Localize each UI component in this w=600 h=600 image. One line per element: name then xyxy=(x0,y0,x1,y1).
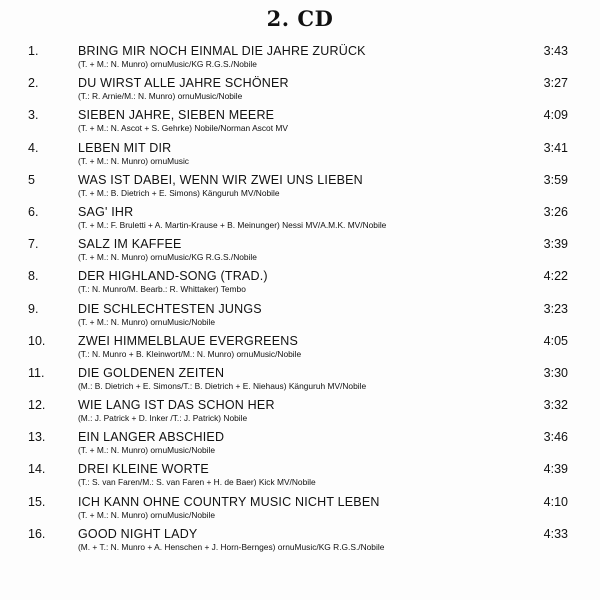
track-row xyxy=(0,302,600,334)
track-title: EIN LANGER ABSCHIED xyxy=(78,430,225,445)
track-number: 8. xyxy=(28,269,39,284)
track-credits: (M.: B. Dietrich + E. Simons/T.: B. Dietrich + E. Niehaus) Känguruh MV/Nobile xyxy=(78,380,367,391)
track-title: ICH KANN OHNE COUNTRY MUSIC NICHT LEBEN xyxy=(78,494,380,509)
track-credits: (T. + M.: N. Munro) ornuMusic/KG R.G.S./Nobile xyxy=(78,59,257,69)
track-credits: (T. + M.: N. Munro) ornuMusic/Nobile xyxy=(78,316,216,327)
track-credits: (M.: J. Patrick + D. Inker /T.: J. Patrick) Nobile xyxy=(78,413,248,424)
track-number: 5 xyxy=(28,172,35,187)
track-credits: (T. + M.: N. Munro) ornuMusic/Nobile xyxy=(78,445,216,456)
track-credits: (T. + M.: B. Dietrich + E. Simons) Känguruh MV/Nobile xyxy=(78,187,280,198)
track-duration: 3:59 xyxy=(543,172,568,187)
track-title: GOOD NIGHT LADY xyxy=(78,526,198,541)
track-credits: (T. + M.: F. Bruletti + A. Martin-Krause + B. Meinunger) Nessi MV/A.M.K. MV/Nobile xyxy=(78,219,387,230)
track-credits: (M. + T.: N. Munro + A. Henschen + J. Horn-Bernges) ornuMusic/KG R.G.S./Nobile xyxy=(78,541,385,552)
track-row xyxy=(0,44,600,76)
track-duration: 4:39 xyxy=(543,462,568,477)
track-duration: 3:26 xyxy=(543,204,568,219)
track-row xyxy=(0,430,600,462)
track-credits: (T. + M.: N. Munro) ornuMusic xyxy=(78,155,189,166)
track-title: SIEBEN JAHRE, SIEBEN MEERE xyxy=(78,108,275,123)
track-duration: 3:27 xyxy=(543,76,568,91)
track-row xyxy=(0,141,600,173)
track-title: DER HIGHLAND-SONG (TRAD.) xyxy=(78,269,268,284)
track-credits: (T.: S. van Faren/M.: S. van Faren + H. de Baer) Kick MV/Nobile xyxy=(78,477,316,488)
tracklist xyxy=(0,44,600,559)
track-duration: 3:46 xyxy=(543,430,568,445)
track-row xyxy=(0,527,600,559)
track-title: DREI KLEINE WORTE xyxy=(78,462,209,477)
track-title: DIE GOLDENEN ZEITEN xyxy=(78,365,225,380)
track-row xyxy=(0,334,600,366)
track-duration: 4:22 xyxy=(543,269,568,284)
track-credits: (T.: N. Munro/M. Bearb.: R. Whittaker) Tembo xyxy=(78,284,246,295)
track-duration: 4:33 xyxy=(543,526,568,541)
track-duration: 4:10 xyxy=(543,494,568,509)
track-credits: (T.: R. Arnie/M.: N. Munro) ornuMusic/Nobile xyxy=(78,91,243,102)
track-number: 15. xyxy=(28,494,46,509)
track-credits: (T. + M.: N. Ascot + S. Gehrke) Nobile/Norman Ascot MV xyxy=(78,123,288,134)
track-credits: (T. + M.: N. Munro) ornuMusic/KG R.G.S./Nobile xyxy=(78,252,257,263)
track-credits: (T.: N. Munro + B. Kleinwort/M.: N. Munro) ornuMusic/Nobile xyxy=(78,348,302,359)
track-duration: 3:39 xyxy=(543,237,568,252)
track-duration: 3:41 xyxy=(543,140,568,155)
track-title: BRING MIR NOCH EINMAL DIE JAHRE ZURÜCK xyxy=(78,44,366,58)
track-title: DU WIRST ALLE JAHRE SCHÖNER xyxy=(78,76,289,91)
track-title: SAG' IHR xyxy=(78,204,134,219)
track-row xyxy=(0,173,600,205)
track-title: WIE LANG IST DAS SCHON HER xyxy=(78,398,275,413)
track-number: 7. xyxy=(28,237,39,252)
track-title: DIE SCHLECHTESTEN JUNGS xyxy=(78,301,262,316)
track-duration: 3:32 xyxy=(543,398,568,413)
track-number: 2. xyxy=(28,76,39,91)
track-row xyxy=(0,76,600,108)
track-number: 9. xyxy=(28,301,39,316)
track-duration: 3:23 xyxy=(543,301,568,316)
track-duration: 3:30 xyxy=(543,365,568,380)
track-row xyxy=(0,462,600,494)
track-duration: 3:43 xyxy=(543,44,568,58)
track-title: ZWEI HIMMELBLAUE EVERGREENS xyxy=(78,333,299,348)
track-credits: (T. + M.: N. Munro) ornuMusic/Nobile xyxy=(78,509,216,520)
track-row xyxy=(0,495,600,527)
track-number: 1. xyxy=(28,44,39,58)
track-title: SALZ IM KAFFEE xyxy=(78,237,182,252)
track-row xyxy=(0,366,600,398)
track-duration: 4:09 xyxy=(543,108,568,123)
track-number: 4. xyxy=(28,140,39,155)
track-row xyxy=(0,237,600,269)
track-number: 11. xyxy=(28,365,45,380)
track-number: 14. xyxy=(28,462,46,477)
track-row xyxy=(0,398,600,430)
track-title: WAS IST DABEI, WENN WIR ZWEI UNS LIEBEN xyxy=(78,172,363,187)
track-number: 12. xyxy=(28,398,46,413)
disc-title: 2. CD xyxy=(266,6,334,31)
track-number: 13. xyxy=(28,430,46,445)
track-title: LEBEN MIT DIR xyxy=(78,140,172,155)
track-row xyxy=(0,269,600,301)
track-number: 6. xyxy=(28,204,39,219)
track-row xyxy=(0,205,600,237)
track-duration: 4:05 xyxy=(543,333,568,348)
track-number: 10. xyxy=(28,333,46,348)
track-row xyxy=(0,108,600,140)
track-number: 16. xyxy=(28,526,46,541)
track-number: 3. xyxy=(28,108,39,123)
